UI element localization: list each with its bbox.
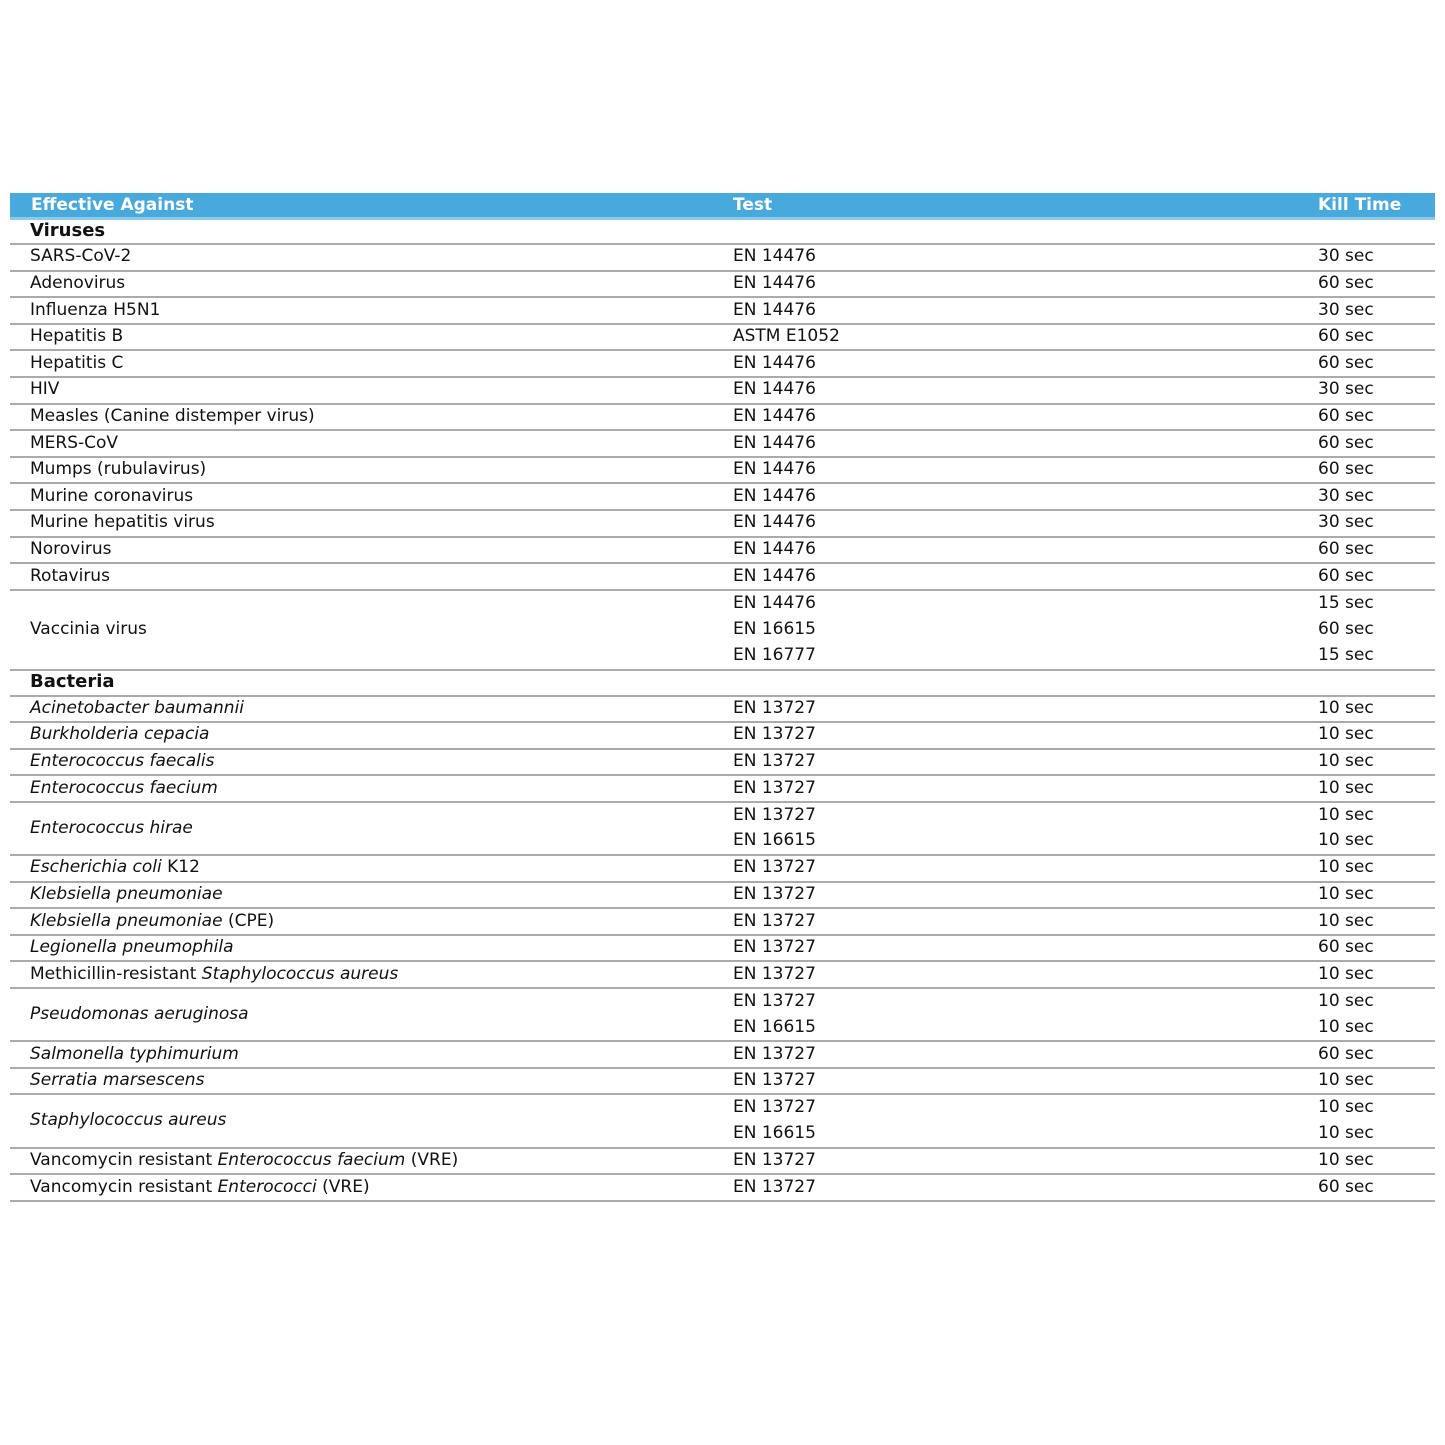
organism-name-text: Hepatitis B — [30, 326, 124, 347]
organism-name-italic: Burkholderia cepacia — [30, 724, 210, 745]
test-cell: EN 14476 — [723, 483, 1318, 510]
organism-name-text: SARS-CoV-2 — [30, 246, 132, 267]
table-header — [10, 193, 1435, 218]
organism-name-italic: Acinetobacter baumannii — [30, 697, 245, 718]
organism-name-text: Vancomycin resistant — [30, 1149, 218, 1170]
kill-time-cell: 60 sec — [1318, 537, 1435, 564]
organism-name-italic: Staphylococcus aureus — [30, 1110, 227, 1131]
test-cell: EN 13727 — [723, 908, 1318, 935]
organism-cell — [10, 244, 723, 271]
table-row — [10, 244, 1435, 271]
organism-name-text: (VRE) — [405, 1149, 459, 1170]
test-cell: EN 14476 — [723, 457, 1318, 484]
kill-time-cell: 10 sec — [1318, 722, 1435, 749]
kill-time-cell: 30 sec — [1318, 377, 1435, 404]
table-row — [10, 563, 1435, 590]
test-cell: EN 13727 — [723, 696, 1318, 723]
test-cell: EN 16777 — [733, 644, 816, 665]
organism-cell — [10, 696, 723, 723]
organism-cell — [10, 271, 723, 298]
kill-time-cell: 30 sec — [1318, 483, 1435, 510]
organism-name-italic: Escherichia coli — [30, 857, 162, 878]
test-cell: EN 14476 — [723, 510, 1318, 537]
organism-name-text: Mumps (rubulavirus) — [30, 459, 207, 480]
organism-name-italic: Pseudomonas aeruginosa — [30, 1003, 249, 1024]
table-row — [10, 988, 1435, 1015]
table-row — [10, 1174, 1435, 1201]
organism-cell — [10, 802, 723, 855]
test-cell: EN 13727 — [723, 1041, 1318, 1068]
organism-name-text: Rotavirus — [30, 565, 110, 586]
organism-cell — [10, 988, 723, 1041]
table-row — [10, 696, 1435, 723]
section-row — [10, 218, 1435, 244]
kill-time-cell: 10 sec — [1318, 749, 1435, 776]
column-header-effective-against: Effective Against — [10, 193, 723, 218]
test-cell: EN 14476 — [723, 271, 1318, 298]
organism-name-italic: Enterococcus faecalis — [30, 751, 215, 772]
table-row — [10, 510, 1435, 537]
kill-time-cell: 10 sec — [1318, 882, 1435, 909]
organism-name-text: Vancomycin resistant — [30, 1176, 218, 1197]
organism-cell — [10, 350, 723, 377]
test-cell: EN 13727 — [723, 935, 1318, 962]
kill-time-cell: 10 sec — [1318, 1122, 1374, 1143]
organism-cell — [10, 377, 723, 404]
section-title: Viruses — [30, 219, 106, 241]
organism-name-text: Influenza H5N1 — [30, 299, 161, 320]
kill-time-cell: 10 sec — [1318, 802, 1435, 829]
table-row — [10, 802, 1435, 829]
table-row — [10, 722, 1435, 749]
table-row — [10, 1068, 1435, 1095]
organism-cell — [10, 882, 723, 909]
organism-name-text: Hepatitis C — [30, 352, 124, 373]
table-row — [10, 908, 1435, 935]
table-row — [10, 483, 1435, 510]
organism-cell — [10, 722, 723, 749]
kill-time-cell: 60 sec — [1318, 324, 1435, 351]
table-row — [10, 855, 1435, 882]
organism-name-italic: Serratia marsescens — [30, 1070, 205, 1091]
kill-time-cell: 10 sec — [1318, 1016, 1374, 1037]
table-row — [10, 457, 1435, 484]
test-cell: EN 13727 — [723, 1148, 1318, 1175]
organism-cell — [10, 430, 723, 457]
organism-name-text: Murine coronavirus — [30, 485, 194, 506]
organism-cell — [10, 297, 723, 324]
table-row — [10, 775, 1435, 802]
kill-time-cell: 10 sec — [1318, 908, 1435, 935]
kill-time-cell: 30 sec — [1318, 244, 1435, 271]
table-row — [10, 882, 1435, 909]
organism-name-text: (VRE) — [316, 1176, 370, 1197]
organism-name-italic: Klebsiella pneumoniae — [30, 884, 223, 905]
test-cell: EN 14476 — [723, 590, 1318, 617]
kill-time-cell: 30 sec — [1318, 297, 1435, 324]
organism-cell — [10, 1094, 723, 1147]
kill-time-cell: 10 sec — [1318, 775, 1435, 802]
organism-cell — [10, 563, 723, 590]
organism-name-text: Methicillin-resistant — [30, 963, 202, 984]
test-cell: EN 14476 — [723, 244, 1318, 271]
table-row — [10, 1041, 1435, 1068]
effective-against-table — [10, 193, 1435, 1202]
table-row — [10, 1094, 1435, 1121]
test-cell: EN 16615 — [733, 1122, 816, 1143]
table-row — [10, 297, 1435, 324]
organism-cell — [10, 908, 723, 935]
test-cell: EN 13727 — [723, 802, 1318, 829]
organism-cell — [10, 749, 723, 776]
kill-time-cell: 60 sec — [1318, 404, 1435, 431]
organism-cell — [10, 404, 723, 431]
organism-name-italic: Staphylococcus aureus — [201, 963, 399, 984]
test-cell: EN 13727 — [723, 855, 1318, 882]
organism-cell — [10, 510, 723, 537]
organism-cell — [10, 961, 723, 988]
organism-name-italic: Enterococcus hirae — [30, 817, 193, 838]
kill-time-cell: 60 sec — [1318, 563, 1435, 590]
test-cell: EN 14476 — [723, 350, 1318, 377]
kill-time-cell: 60 sec — [1318, 430, 1435, 457]
organism-name-text: (CPE) — [222, 910, 275, 931]
table-row — [10, 271, 1435, 298]
table-body — [10, 218, 1435, 1201]
kill-time-cell: 10 sec — [1318, 855, 1435, 882]
table-row — [10, 377, 1435, 404]
test-cell: EN 13727 — [723, 1094, 1318, 1121]
organism-cell — [10, 775, 723, 802]
test-cell: EN 14476 — [723, 404, 1318, 431]
organism-cell — [10, 483, 723, 510]
organism-cell — [10, 457, 723, 484]
organism-cell — [10, 1148, 723, 1175]
kill-time-cell: 10 sec — [1318, 830, 1374, 851]
organism-cell — [10, 324, 723, 351]
organism-cell — [10, 537, 723, 564]
organism-cell — [10, 855, 723, 882]
organism-name-italic: Salmonella typhimurium — [30, 1043, 239, 1064]
table-row — [10, 1148, 1435, 1175]
kill-time-cell: 10 sec — [1318, 696, 1435, 723]
test-cell: EN 13727 — [723, 722, 1318, 749]
kill-time-cell: 10 sec — [1318, 988, 1435, 1015]
organism-cell — [10, 1174, 723, 1201]
kill-time-cell: 60 sec — [1318, 1041, 1435, 1068]
organism-name-italic: Enterococcus faecium — [217, 1149, 406, 1170]
test-cell: EN 14476 — [723, 377, 1318, 404]
test-cell: EN 13727 — [723, 882, 1318, 909]
section-title: Bacteria — [10, 670, 1435, 696]
kill-time-cell: 10 sec — [1318, 1094, 1435, 1121]
organism-name-italic: Klebsiella pneumoniae — [30, 910, 223, 931]
kill-time-cell: 30 sec — [1318, 510, 1435, 537]
kill-time-cell: 60 sec — [1318, 457, 1435, 484]
table-row — [10, 430, 1435, 457]
test-cell: EN 14476 — [723, 297, 1318, 324]
organism-name-italic: Legionella pneumophila — [30, 937, 234, 958]
test-cell: EN 14476 — [723, 430, 1318, 457]
kill-time-cell: 60 sec — [1318, 271, 1435, 298]
table-row — [10, 404, 1435, 431]
organism-name-text: Measles (Canine distemper virus) — [30, 405, 315, 426]
kill-time-cell: 10 sec — [1318, 1148, 1435, 1175]
table-row — [10, 537, 1435, 564]
organism-cell — [10, 1068, 723, 1095]
column-header-kill-time: Kill Time — [1318, 193, 1435, 218]
organism-name-text: Adenovirus — [30, 272, 126, 293]
test-cell: EN 14476 — [723, 537, 1318, 564]
kill-time-cell: 10 sec — [1318, 1068, 1435, 1095]
kill-time-cell: 10 sec — [1318, 961, 1435, 988]
column-header-test: Test — [723, 193, 1318, 218]
table-row — [10, 749, 1435, 776]
kill-time-cell: 60 sec — [1318, 618, 1374, 639]
test-cell: EN 13727 — [723, 775, 1318, 802]
table-row — [10, 590, 1435, 617]
organism-name-text: Murine hepatitis virus — [30, 512, 215, 533]
kill-time-cell: 60 sec — [1318, 935, 1435, 962]
table-row — [10, 350, 1435, 377]
organism-cell — [10, 590, 723, 670]
table-row — [10, 324, 1435, 351]
kill-time-cell: 15 sec — [1318, 590, 1435, 617]
kill-time-cell: 15 sec — [1318, 644, 1374, 665]
header-row — [10, 193, 1435, 218]
table-row — [10, 961, 1435, 988]
test-cell: EN 14476 — [723, 563, 1318, 590]
organism-name-text: HIV — [30, 379, 60, 400]
test-cell: EN 13727 — [723, 988, 1318, 1015]
test-cell: ASTM E1052 — [723, 324, 1318, 351]
test-cell: EN 13727 — [723, 749, 1318, 776]
organism-name-italic: Enterococcus faecium — [30, 777, 218, 798]
test-cell: EN 16615 — [733, 1016, 816, 1037]
test-cell: EN 13727 — [723, 1174, 1318, 1201]
organism-name-text: MERS-CoV — [30, 432, 119, 453]
organism-name-text: Norovirus — [30, 538, 112, 559]
test-cell: EN 16615 — [733, 618, 816, 639]
organism-name-italic: Enterococci — [217, 1176, 317, 1197]
kill-time-cell: 60 sec — [1318, 1174, 1435, 1201]
kill-time-cell: 60 sec — [1318, 350, 1435, 377]
organism-name-text: Vaccinia virus — [30, 618, 147, 639]
organism-cell — [10, 935, 723, 962]
organism-cell — [10, 1041, 723, 1068]
organism-name-text: K12 — [161, 857, 200, 878]
test-cell: EN 13727 — [723, 961, 1318, 988]
test-cell: EN 16615 — [733, 830, 816, 851]
table-row — [10, 935, 1435, 962]
test-cell: EN 13727 — [723, 1068, 1318, 1095]
section-row — [10, 670, 1435, 696]
